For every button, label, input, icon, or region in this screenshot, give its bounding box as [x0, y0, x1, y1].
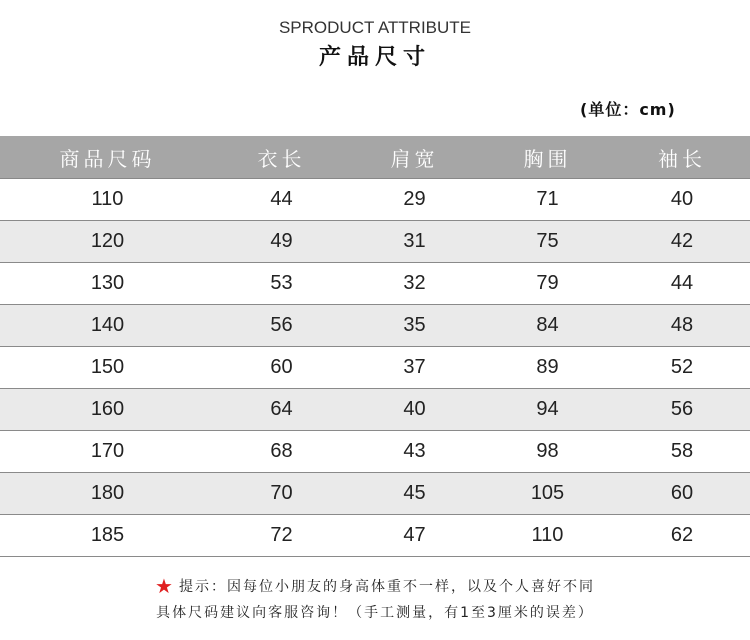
cell-size: 110	[0, 179, 215, 221]
cell-sleeve: 52	[614, 347, 750, 389]
cell-chest: 79	[481, 263, 614, 305]
cell-sleeve: 62	[614, 515, 750, 557]
table-body	[0, 179, 750, 557]
column-header-length: 衣长	[215, 136, 348, 179]
cell-chest: 84	[481, 305, 614, 347]
table-row	[0, 263, 750, 305]
table-row	[0, 515, 750, 557]
cell-size: 160	[0, 389, 215, 431]
column-header-size: 商品尺码	[0, 136, 215, 179]
tip-text-1: 提示：因每位小朋友的身高体重不一样，以及个人喜好不同	[178, 579, 595, 595]
column-header-sleeve: 袖长	[614, 136, 750, 179]
cell-shoulder: 35	[348, 305, 481, 347]
cell-shoulder: 32	[348, 263, 481, 305]
cell-size: 170	[0, 431, 215, 473]
size-table	[0, 136, 750, 557]
table-row	[0, 473, 750, 515]
cell-chest: 75	[481, 221, 614, 263]
cell-chest: 71	[481, 179, 614, 221]
cell-length: 56	[215, 305, 348, 347]
cell-sleeve: 60	[614, 473, 750, 515]
table-row	[0, 179, 750, 221]
cell-shoulder: 40	[348, 389, 481, 431]
cell-length: 72	[215, 515, 348, 557]
cell-size: 150	[0, 347, 215, 389]
title-english: SPRODUCT ATTRIBUTE	[278, 18, 472, 37]
table-header-row	[0, 136, 750, 179]
cell-length: 53	[215, 263, 348, 305]
cell-length: 44	[215, 179, 348, 221]
column-header-chest: 胸围	[481, 136, 614, 179]
table-row	[0, 389, 750, 431]
cell-shoulder: 47	[348, 515, 481, 557]
cell-sleeve: 42	[614, 221, 750, 263]
cell-size: 185	[0, 515, 215, 557]
cell-length: 64	[215, 389, 348, 431]
table-row	[0, 431, 750, 473]
cell-sleeve: 44	[614, 263, 750, 305]
cell-size: 180	[0, 473, 215, 515]
cell-length: 68	[215, 431, 348, 473]
cell-shoulder: 37	[348, 347, 481, 389]
table-row	[0, 305, 750, 347]
cell-chest: 98	[481, 431, 614, 473]
cell-shoulder: 45	[348, 473, 481, 515]
table-row	[0, 347, 750, 389]
tip-line-1	[0, 574, 750, 598]
cell-size: 120	[0, 221, 215, 263]
cell-shoulder: 43	[348, 431, 481, 473]
cell-chest: 110	[481, 515, 614, 557]
cell-sleeve: 56	[614, 389, 750, 431]
cell-sleeve: 48	[614, 305, 750, 347]
star-icon: ★	[155, 574, 175, 598]
cell-shoulder: 29	[348, 179, 481, 221]
cell-chest: 89	[481, 347, 614, 389]
cell-length: 60	[215, 347, 348, 389]
unit-label: (单位：cm)	[580, 100, 676, 119]
cell-size: 130	[0, 263, 215, 305]
cell-length: 70	[215, 473, 348, 515]
cell-length: 49	[215, 221, 348, 263]
cell-sleeve: 40	[614, 179, 750, 221]
column-header-shoulder: 肩宽	[348, 136, 481, 179]
cell-sleeve: 58	[614, 431, 750, 473]
table-row	[0, 221, 750, 263]
cell-size: 140	[0, 305, 215, 347]
cell-chest: 105	[481, 473, 614, 515]
cell-shoulder: 31	[348, 221, 481, 263]
tip-line-2: 具体尺码建议向客服咨询！（手工测量，有1至3厘米的误差）	[156, 605, 594, 621]
page-title: 产品尺寸	[318, 45, 431, 70]
cell-chest: 94	[481, 389, 614, 431]
